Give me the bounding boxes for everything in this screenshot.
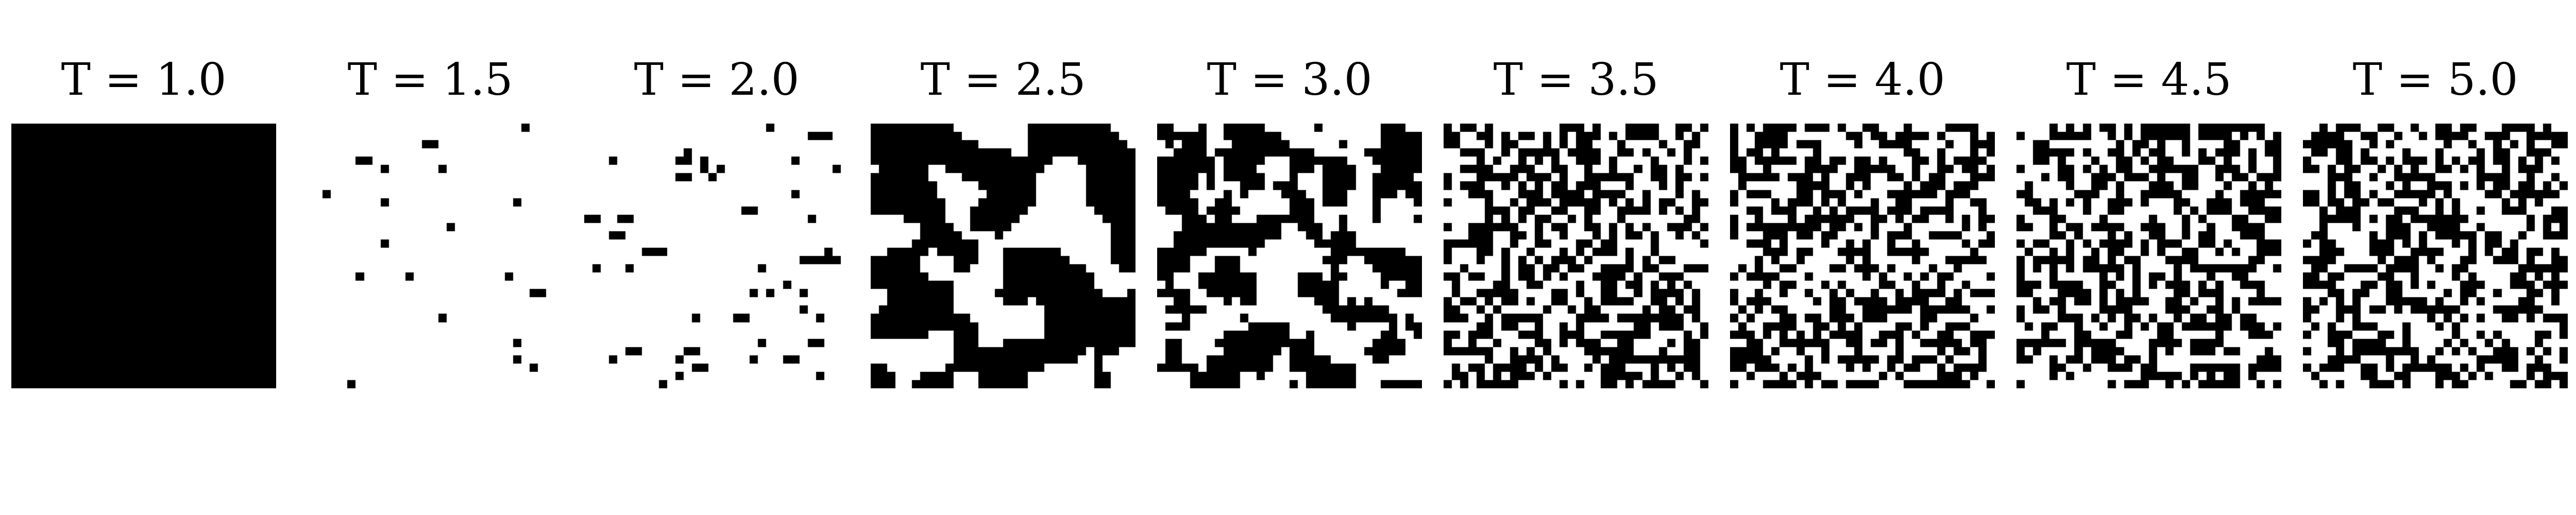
spin-lattice-image: [298, 124, 563, 388]
panel-title: T = 4.5: [2066, 54, 2232, 106]
spin-lattice-image: [584, 124, 849, 388]
panel-title: T = 3.0: [1207, 54, 1372, 106]
panel-title: T = 5.0: [2352, 54, 2518, 106]
spin-lattice-image: [871, 124, 1136, 388]
panel-title: T = 2.0: [634, 54, 800, 106]
spin-lattice-image: [1157, 124, 1422, 388]
panel-title: T = 3.5: [1493, 54, 1659, 106]
panel-title: T = 1.0: [61, 54, 227, 106]
panel-title: T = 2.5: [920, 54, 1086, 106]
spin-lattice-image: [2303, 124, 2568, 388]
spin-lattice-image: [2016, 124, 2281, 388]
spin-lattice-image: [1730, 124, 1995, 388]
spin-lattice-image: [11, 124, 276, 388]
panel-title: T = 4.0: [1780, 54, 1945, 106]
spin-lattice-image: [1444, 124, 1708, 388]
panel-title: T = 1.5: [347, 54, 513, 106]
